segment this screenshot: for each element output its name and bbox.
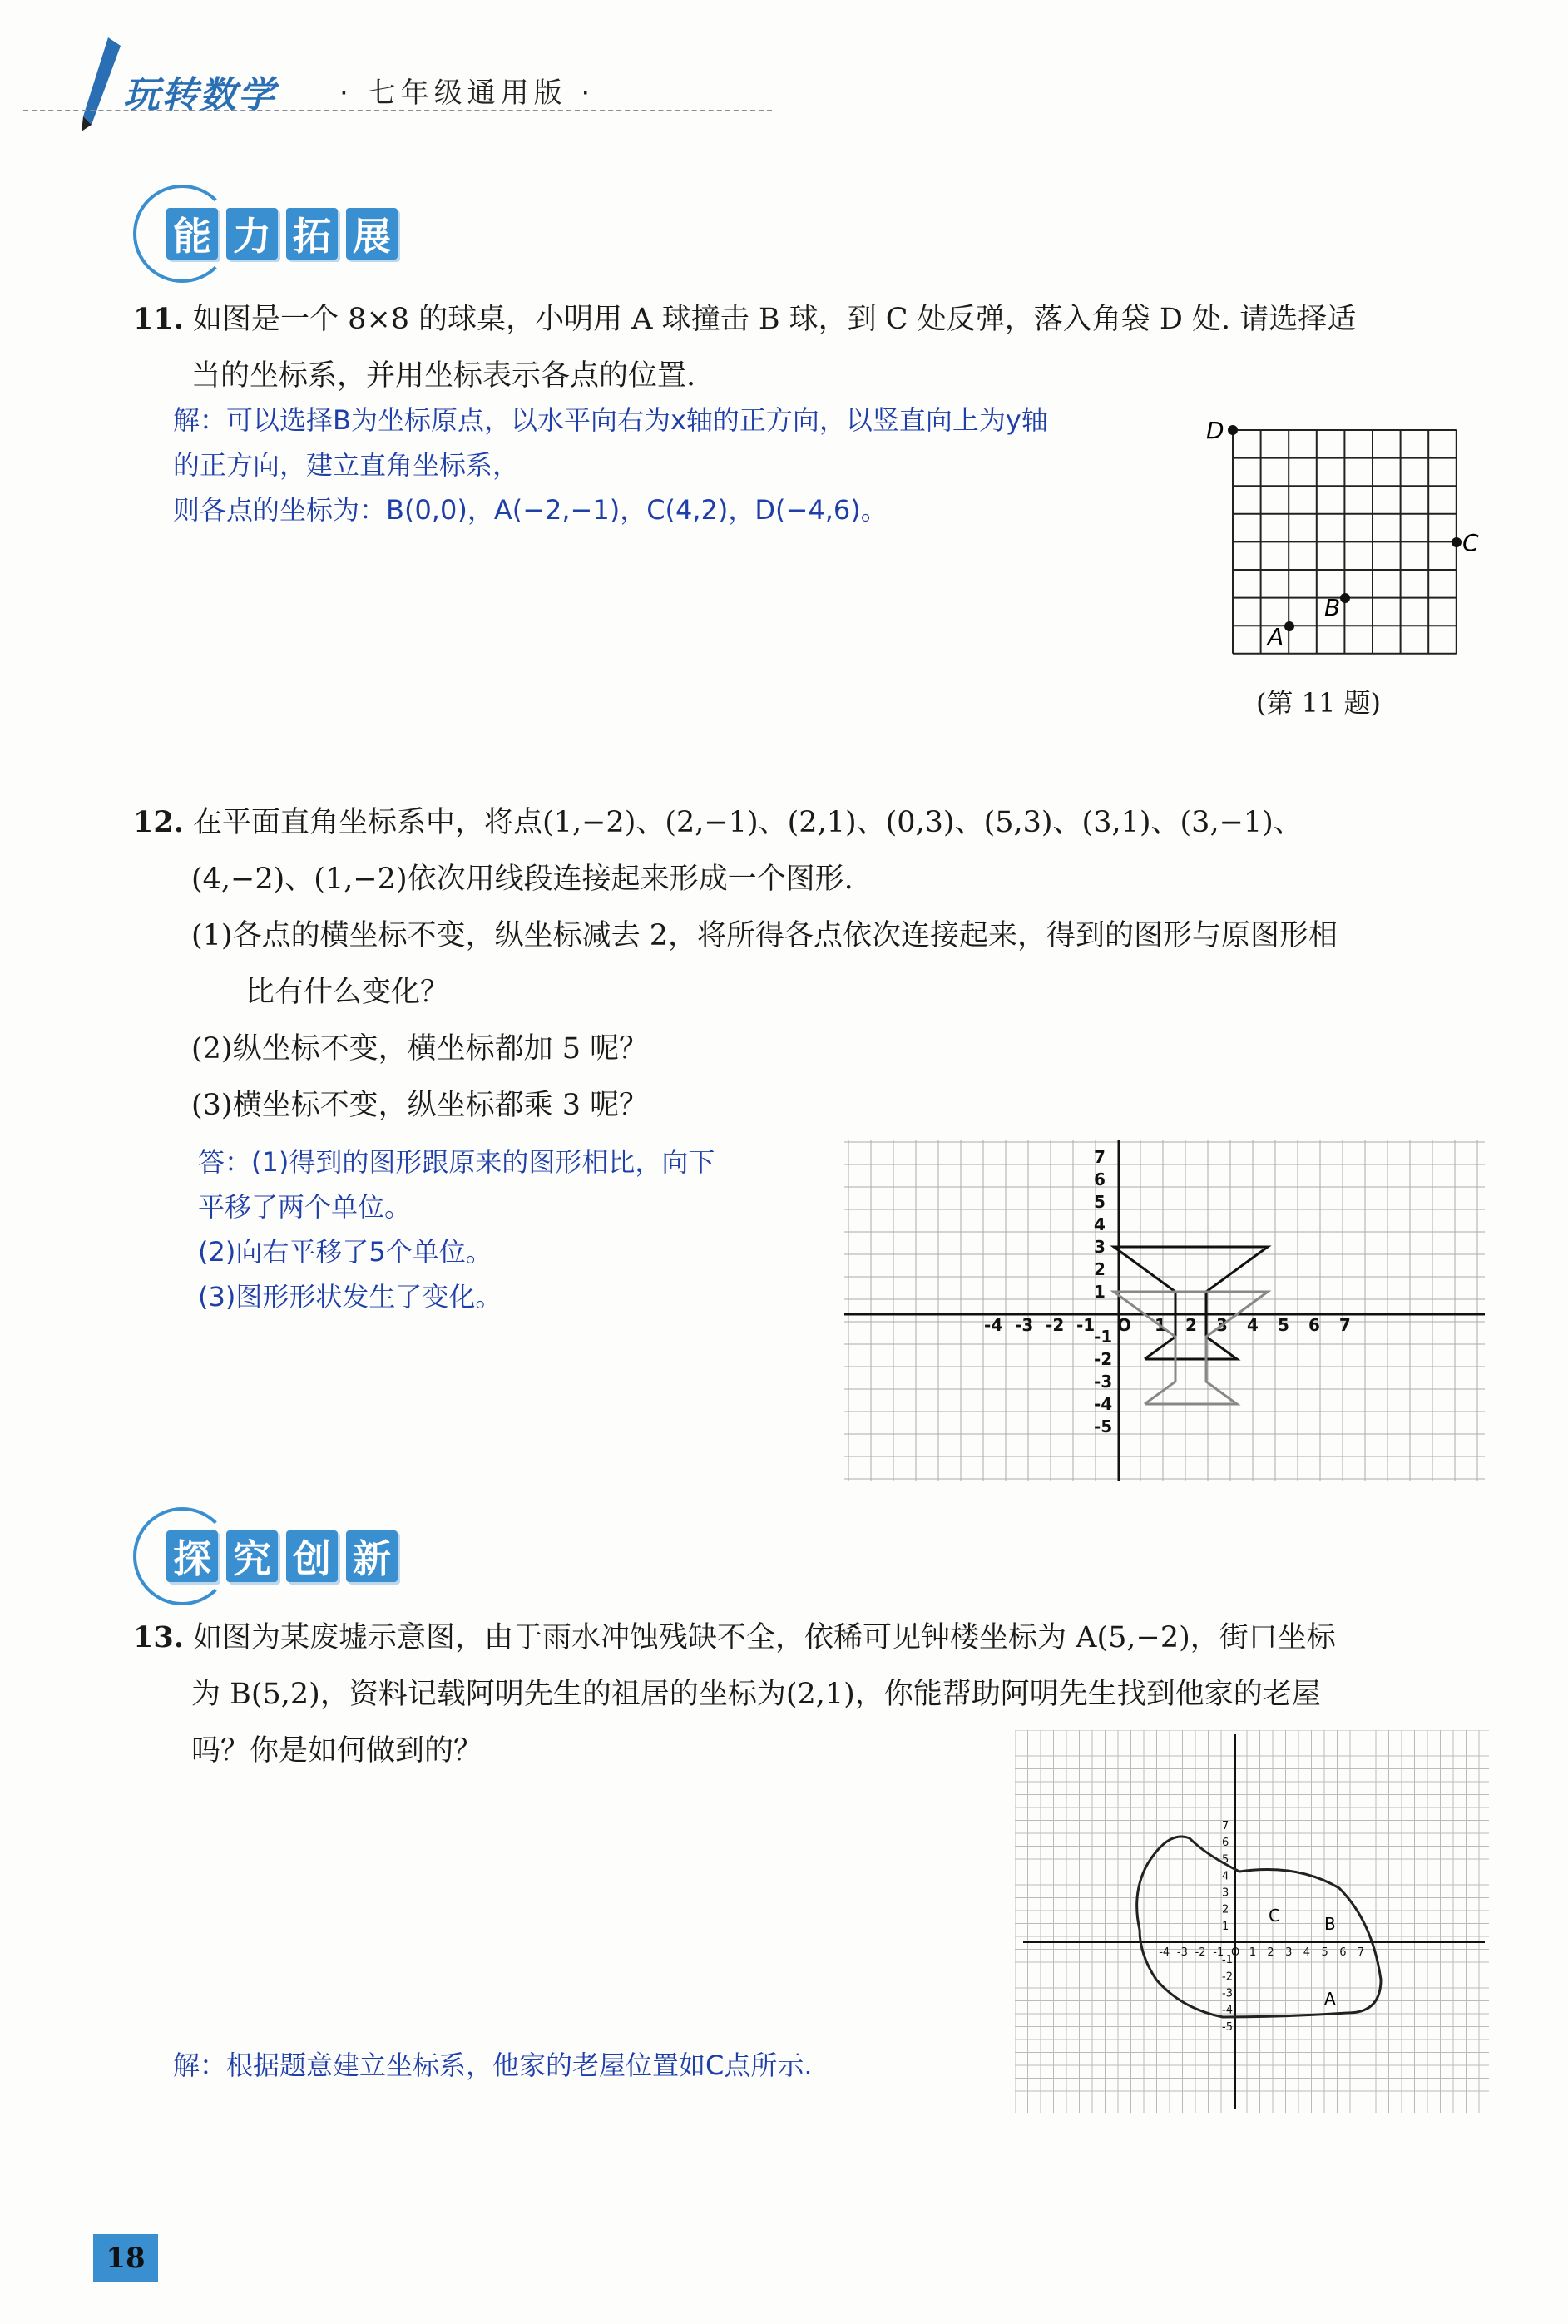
q11-caption: (第 11 题) — [1256, 687, 1382, 719]
y-tick-label: -1 — [1222, 1954, 1233, 1967]
y-tick-label: -2 — [1222, 1970, 1233, 1984]
q12-sub3: (3)横坐标不变，纵坐标都乘 3 呢？ — [191, 1089, 649, 1122]
x-tick-label: O — [1117, 1315, 1132, 1335]
shifted-shape — [1114, 1292, 1268, 1404]
q12-sub2: (2)纵坐标不变，横坐标都加 5 呢？ — [191, 1032, 649, 1066]
q12-sub1-line1: (1)各点的横坐标不变，纵坐标减去 2，将所得各点依次连接起来，得到的图形与原图形相 — [191, 919, 1338, 952]
x-tick-label: -1 — [1076, 1315, 1096, 1335]
question-number: 13. — [133, 1620, 184, 1654]
x-tick-label: -4 — [1159, 1946, 1170, 1959]
header-subtitle: · 七年级通用版 · — [339, 77, 596, 110]
q12-coordinate-figure — [844, 1140, 1485, 1481]
y-tick-label: 3 — [1094, 1237, 1106, 1257]
point-A — [1284, 621, 1294, 631]
q11-answer-line1: 解：可以选择B为坐标原点，以水平向右为x轴的正方向，以竖直向上为y轴 — [173, 404, 1048, 436]
y-tick-label: 1 — [1094, 1282, 1106, 1302]
q11-line1: 如图是一个 8×8 的球桌，小明用 A 球撞击 B 球，到 C 处反弹，落入角袋 D 处. 请选择适 — [193, 303, 1357, 336]
x-tick-label: 4 — [1246, 1315, 1259, 1335]
x-tick-label: 6 — [1339, 1946, 1347, 1959]
section-char: 创 — [286, 1530, 338, 1582]
q12-answer-line4: (3)图形形状发生了变化。 — [198, 1281, 502, 1313]
x-tick-label: O — [1231, 1946, 1240, 1959]
header-divider — [23, 110, 772, 111]
label-B: B — [1324, 1914, 1336, 1934]
x-tick-label: 7 — [1338, 1315, 1351, 1335]
y-tick-label: -5 — [1222, 2020, 1233, 2034]
pen-icon — [75, 33, 125, 136]
x-tick-label: 4 — [1303, 1946, 1311, 1959]
section-char: 究 — [226, 1530, 278, 1582]
point-B — [1340, 593, 1350, 603]
x-tick-label: 2 — [1267, 1946, 1274, 1959]
q11-grid-figure — [1198, 408, 1481, 674]
question-number: 12. — [133, 805, 184, 839]
y-tick-label: -1 — [1094, 1327, 1113, 1347]
x-tick-label: 3 — [1285, 1946, 1293, 1959]
y-tick-label: 4 — [1094, 1214, 1106, 1234]
q13-line3: 吗？你是如何做到的？ — [191, 1734, 483, 1768]
y-tick-label: 1 — [1222, 1920, 1229, 1933]
q11-answer-line2: 的正方向，建立直角坐标系， — [173, 449, 520, 481]
label-C: C — [1269, 1906, 1280, 1926]
section-heading-ability — [166, 208, 398, 260]
section-char: 探 — [166, 1530, 218, 1582]
y-tick-label: -4 — [1222, 2004, 1233, 2017]
label-B: B — [1324, 594, 1341, 621]
original-shape — [1114, 1247, 1268, 1359]
x-tick-label: 5 — [1321, 1946, 1328, 1959]
q13-answer: 解：根据题意建立坐标系，他家的老屋位置如C点所示. — [173, 2050, 813, 2081]
section-char: 力 — [226, 208, 278, 260]
point-D — [1228, 425, 1238, 435]
section-char: 新 — [346, 1530, 398, 1582]
q12-sub1-line2: 比有什么变化？ — [245, 976, 450, 1009]
y-tick-label: 5 — [1222, 1853, 1229, 1867]
q12-line2: (4,−2)、(1,−2)依次用线段连接起来形成一个图形. — [191, 863, 853, 896]
q11-answer-line3: 则各点的坐标为：B(0,0)，A(−2,−1)，C(4,2)，D(−4,6)。 — [173, 494, 888, 526]
x-tick-label: -4 — [984, 1315, 1003, 1335]
section-char: 拓 — [286, 208, 338, 260]
ruin-boundary — [1137, 1837, 1381, 2017]
header-title: 玩转数学 — [123, 74, 276, 116]
x-tick-label: -2 — [1195, 1946, 1206, 1959]
q11-text — [133, 291, 1497, 404]
section-heading-explore — [166, 1530, 398, 1582]
x-tick-label: 3 — [1215, 1315, 1228, 1335]
x-tick-label: 1 — [1154, 1315, 1166, 1335]
q12-answer-line1: 答：(1)得到的图形跟原来的图形相比，向下 — [198, 1146, 715, 1178]
y-tick-label: -3 — [1222, 1987, 1233, 2000]
y-tick-label: 6 — [1094, 1169, 1106, 1189]
section-char: 能 — [166, 208, 218, 260]
x-tick-label: 5 — [1277, 1315, 1289, 1335]
y-tick-label: 3 — [1222, 1886, 1229, 1900]
y-tick-label: 5 — [1094, 1192, 1106, 1212]
label-D: D — [1206, 417, 1224, 444]
question-number: 11. — [133, 302, 184, 336]
x-tick-label: 1 — [1249, 1946, 1256, 1959]
x-tick-label: 2 — [1185, 1315, 1197, 1335]
y-tick-label: 2 — [1094, 1259, 1106, 1279]
x-tick-label: 6 — [1308, 1315, 1320, 1335]
x-tick-label: -3 — [1015, 1315, 1034, 1335]
y-tick-label: 7 — [1222, 1819, 1229, 1832]
q11-answer — [173, 398, 1196, 532]
x-tick-label: -2 — [1046, 1315, 1065, 1335]
y-tick-label: 6 — [1222, 1837, 1229, 1850]
y-tick-label: -4 — [1094, 1394, 1113, 1414]
q12-answer-line3: (2)向右平移了5个单位。 — [198, 1236, 492, 1268]
y-tick-label: -2 — [1094, 1349, 1113, 1369]
y-tick-label: -5 — [1094, 1417, 1113, 1436]
q13-line1: 如图为某废墟示意图，由于雨水冲蚀残缺不全，依稀可见钟楼坐标为 A(5,−2)，街口坐标 — [193, 1621, 1336, 1654]
x-tick-label: -3 — [1176, 1946, 1188, 1959]
q12-text — [133, 794, 1497, 1134]
x-tick-label: -1 — [1213, 1946, 1224, 1959]
q12-answer-line2: 平移了两个单位。 — [198, 1191, 412, 1223]
x-tick-label: 7 — [1357, 1946, 1365, 1959]
y-tick-label: 4 — [1222, 1870, 1229, 1883]
label-A: A — [1324, 1989, 1336, 2009]
label-C: C — [1462, 529, 1479, 556]
y-tick-label: 7 — [1094, 1147, 1106, 1167]
y-tick-label: 2 — [1222, 1903, 1229, 1916]
q13-ruin-map-figure — [1015, 1730, 1489, 2113]
q12-line1: 在平面直角坐标系中，将点(1,−2)、(2,−1)、(2,1)、(0,3)、(5,3)、(3,1)、(3,−1)、 — [193, 806, 1303, 839]
label-A: A — [1268, 623, 1284, 650]
point-C — [1452, 537, 1462, 547]
q11-line2: 当的坐标系，并用坐标表示各点的位置. — [191, 359, 696, 393]
q12-answer — [198, 1140, 838, 1319]
y-tick-label: -3 — [1094, 1372, 1113, 1392]
q13-line2: 为 B(5,2)，资料记载阿明先生的祖居的坐标为(2,1)，你能帮助阿明先生找到他家的老屋 — [191, 1678, 1321, 1711]
section-char: 展 — [346, 208, 398, 260]
page-number: 18 — [93, 2234, 158, 2282]
